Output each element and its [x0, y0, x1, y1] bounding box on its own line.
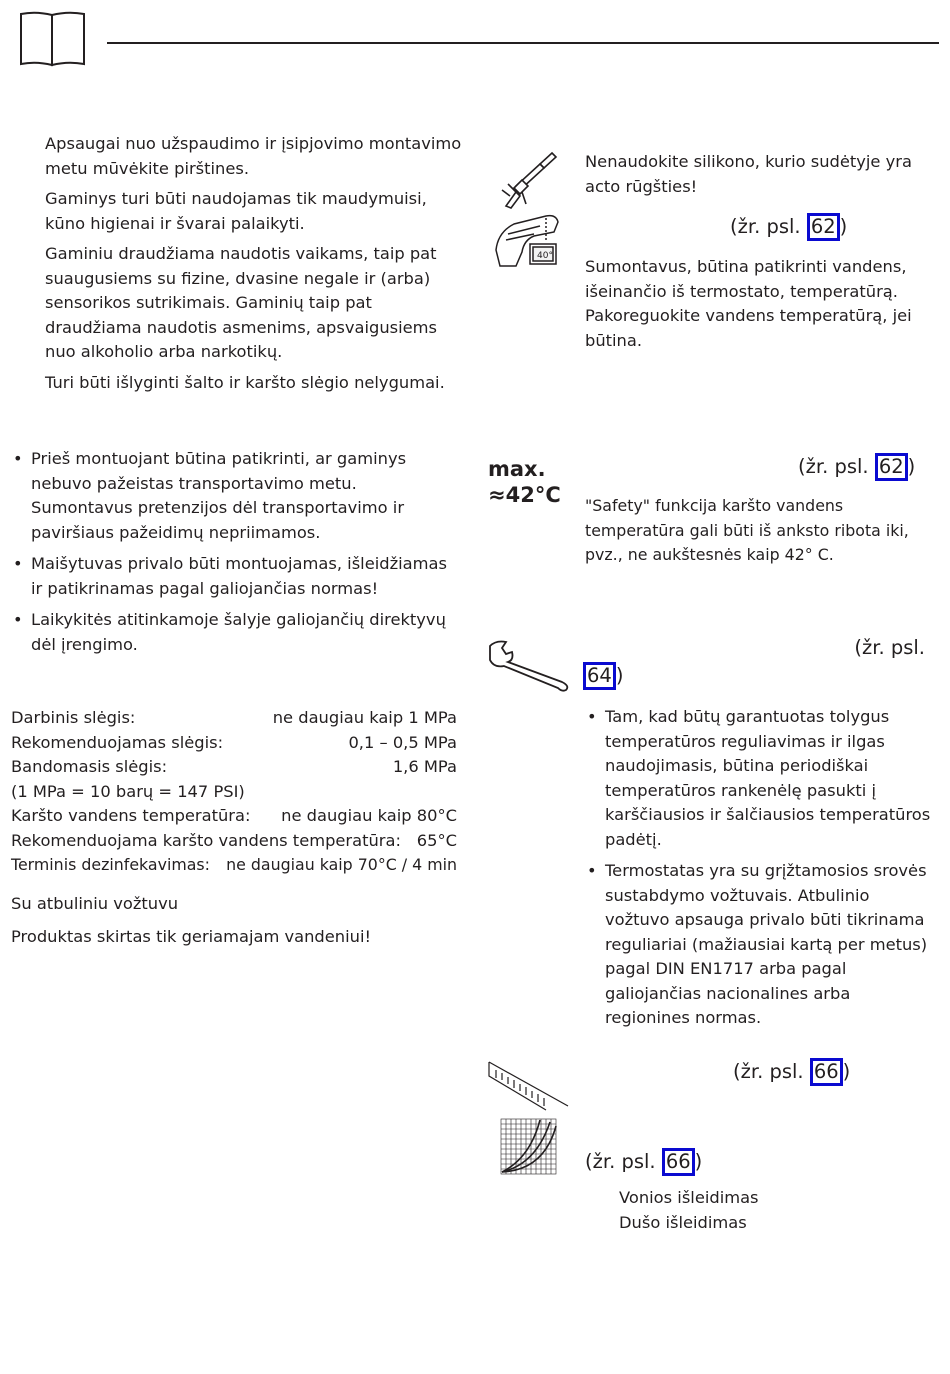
- spec-label: (1 MPa = 10 barų = 147 PSI): [11, 781, 245, 801]
- outlet-shower: Dušo išleidimas: [619, 1213, 747, 1232]
- silicone-gun-icon: [496, 150, 558, 214]
- temperature-check-text: Sumontavus, būtina patikrinti vandens, išeinančio iš termostato, temperatūrą. Pakoreguokite vandens temperatūrą, jei būtina.: [585, 257, 912, 350]
- spec-row: [11, 853, 457, 878]
- maintenance-section: [585, 705, 939, 1038]
- header-rule: [107, 42, 939, 44]
- ref-suffix: ): [694, 1150, 703, 1173]
- spec-row: [11, 804, 457, 829]
- spec-value: ne daugiau kaip 1 MPa: [272, 708, 457, 727]
- page-ref-64: [585, 634, 925, 662]
- spec-value: 1,6 MPa: [392, 757, 457, 776]
- spec-row: [11, 731, 457, 756]
- spec-label: Darbinis slėgis:: [11, 708, 136, 727]
- manual-book-icon: [18, 10, 88, 72]
- ruler-icon: [486, 1058, 572, 1116]
- ref-suffix: ): [839, 215, 848, 238]
- spec-row: [11, 706, 457, 731]
- max-temperature: ≈42°C: [488, 483, 561, 507]
- spec-value: 0,1 – 0,5 MPa: [348, 732, 457, 752]
- spec-value: ne daugiau kaip 80°C: [281, 806, 457, 825]
- ref-prefix: (žr. psl.: [585, 1150, 662, 1173]
- safety-section: [45, 132, 465, 395]
- page-ref-66-b: [585, 1148, 702, 1176]
- page-link[interactable]: 62: [875, 453, 908, 481]
- ref-suffix: ): [842, 1060, 851, 1083]
- technical-data: [11, 706, 457, 878]
- spec-label: Karšto vandens temperatūra:: [11, 806, 251, 825]
- thermometer-display: 40°: [537, 251, 553, 261]
- ref-prefix: (žr. psl.: [798, 455, 875, 478]
- page-link[interactable]: 62: [807, 213, 840, 241]
- backflow-note: Su atbuliniu vožtuvu: [11, 894, 179, 913]
- ref-prefix: (žr. psl.: [733, 1060, 810, 1083]
- spec-label: Terminis dezinfekavimas:: [11, 855, 210, 874]
- spec-value: 65°C: [416, 830, 457, 850]
- spec-row: [11, 829, 457, 854]
- page-ref-62-safety: [798, 453, 915, 481]
- page-link[interactable]: 66: [662, 1148, 695, 1176]
- page-link[interactable]: 66: [810, 1058, 843, 1086]
- ref-suffix: ): [615, 664, 624, 687]
- page-ref-64-link: [583, 662, 623, 690]
- wrench-icon: [486, 638, 572, 696]
- spec-label: Rekomenduojama karšto vandens temperatūra:: [11, 830, 401, 850]
- install-bullet: • Laikykitės atitinkamoje šalyje galiojančių direktyvų dėl įrengimo.: [11, 608, 461, 657]
- drinking-water-note: Produktas skirtas tik geriamajam vandeniui!: [11, 927, 371, 946]
- page-link[interactable]: 64: [583, 662, 616, 690]
- install-bullet: • Maišytuvas privalo būti montuojamas, išleidžiamas ir patikrinamas pagal galiojančias normas!: [11, 552, 461, 601]
- spec-value: ne daugiau kaip 70°C / 4 min: [226, 855, 457, 874]
- safety-paragraph: Apsaugai nuo užspaudimo ir įsipjovimo montavimo metu mūvėkite pirštines.: [45, 134, 462, 178]
- spec-label: Rekomenduojamas slėgis:: [11, 732, 224, 752]
- page-ref-66: [733, 1058, 850, 1086]
- install-bullet: • Prieš montuojant būtina patikrinti, ar gaminys nebuvo pažeistas transportavimo metu. Sumontavus pretenzijos dėl transportavimo ir paviršiaus pažeidimų nepriimamos.: [11, 447, 461, 545]
- page-ref-62: [730, 213, 847, 241]
- spec-row: [11, 755, 457, 780]
- hand-thermometer-icon: [494, 210, 564, 274]
- safety-paragraph: Turi būti išlyginti šalto ir karšto slėgio nelygumai.: [45, 372, 445, 392]
- safety-function-text: "Safety" funkcija karšto vandens temperatūra gali būti iš anksto ribota iki, pvz., ne aukštesnės kaip 42° C.: [585, 496, 909, 564]
- maintenance-bullet: • Termostatas yra su grįžtamosios srovės sustabdymo vožtuvais. Atbulinio vožtuvo apsauga privalo būti tikrinama reguliariai (mažiausiai kartą per metus) pagal DIN EN1717 arba pagal galiojančias nacionalines arba regionines normas.: [585, 859, 939, 1031]
- safety-paragraph: Gaminiu draudžiama naudotis vaikams, taip pat suaugusiems su fizine, dvasine negale ir (arba) sensorikos sutrikimais. Gaminių taip pat draudžiama naudotis asmenims, apsvaigusiems nuo alkoholio arba narkotikų.: [45, 244, 438, 361]
- ref-prefix: (žr. psl.: [730, 215, 807, 238]
- ref-prefix: (žr. psl.: [854, 636, 925, 659]
- install-section: [11, 447, 461, 664]
- silicone-warning: Nenaudokite silikono, kurio sudėtyje yra acto rūgšties!: [585, 152, 912, 196]
- ref-suffix: ): [907, 455, 916, 478]
- flow-diagram-icon: [500, 1118, 558, 1180]
- safety-paragraph: Gaminys turi būti naudojamas tik maudymuisi, kūno higienai ir švarai palaikyti.: [45, 189, 427, 233]
- max-label: max.: [488, 457, 546, 481]
- outlet-bath: Vonios išleidimas: [619, 1188, 759, 1207]
- spec-label: Bandomasis slėgis:: [11, 757, 168, 776]
- maintenance-bullet: • Tam, kad būtų garantuotas tolygus temperatūros reguliavimas ir ilgas naudojimasis, būtina periodiškai temperatūros rankenėlę pasukti į karščiausios ir šalčiausios temperatūros padėtį.: [585, 705, 939, 852]
- spec-row: [11, 780, 457, 805]
